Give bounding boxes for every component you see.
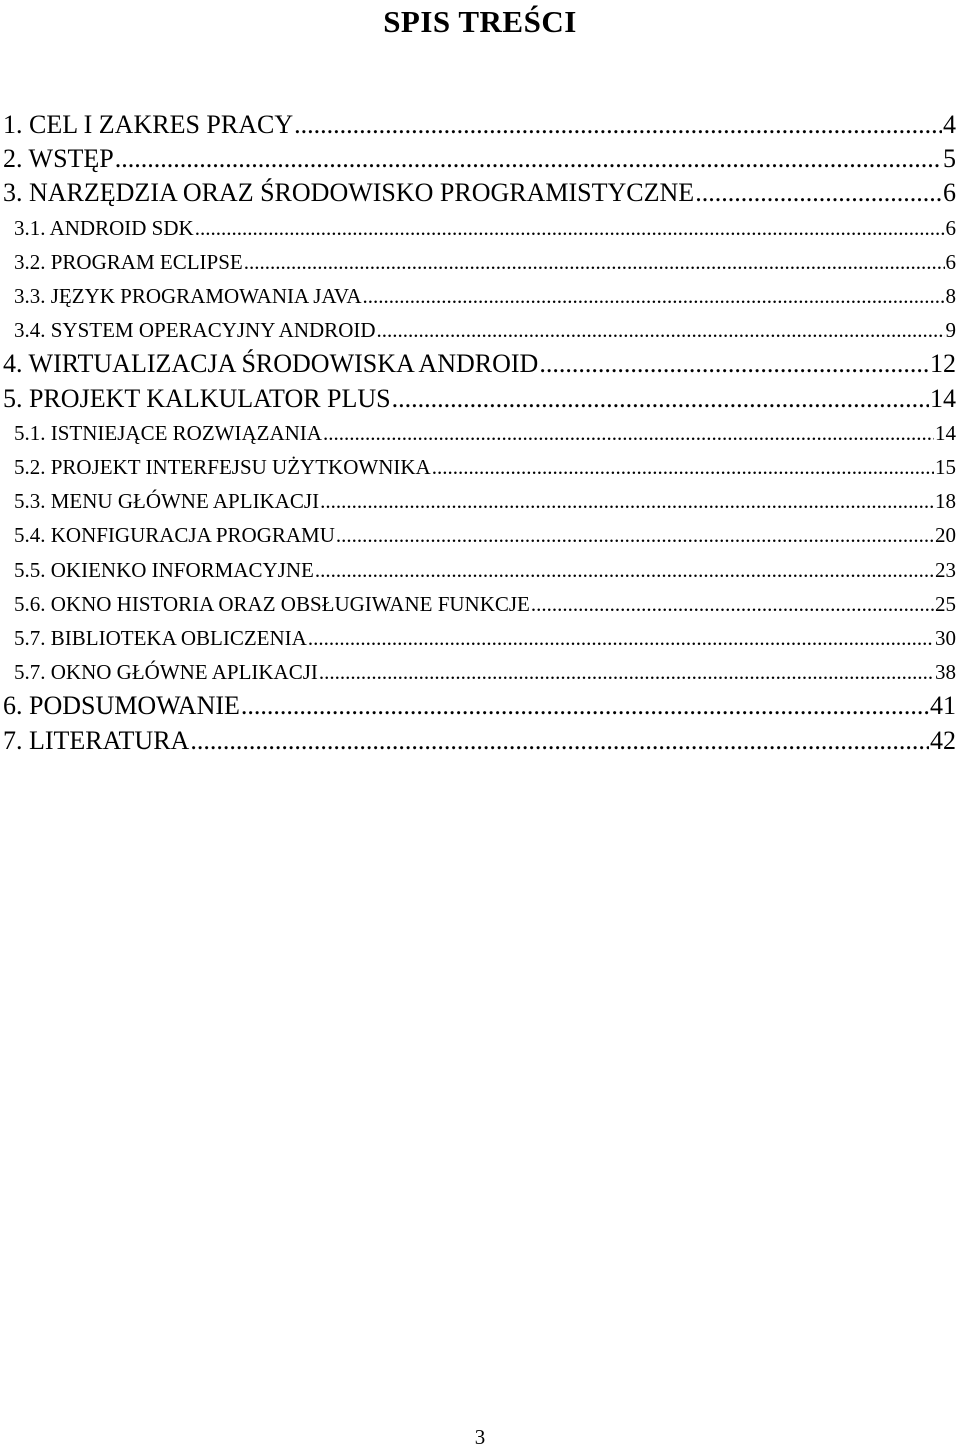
toc-subentry[interactable]	[0, 553, 956, 587]
toc-entry-label: 3.2. PROGRAM ECLIPSE	[14, 249, 243, 274]
page-number: 3	[474, 1425, 486, 1449]
toc-entry[interactable]	[0, 347, 956, 381]
toc-leader-dots	[432, 450, 934, 484]
toc-leader-dots	[320, 484, 934, 518]
toc-subentry[interactable]	[0, 279, 956, 313]
toc-entry[interactable]	[0, 142, 956, 176]
toc-leader-dots	[336, 518, 934, 552]
toc-entry-label: 3.4. SYSTEM OPERACYJNY ANDROID	[14, 318, 376, 343]
toc-entry-page: 8	[945, 284, 956, 309]
toc-leader-dots	[392, 382, 929, 416]
toc-entry-page: 42	[930, 725, 956, 755]
toc-entry-label: 5.6. OKNO HISTORIA ORAZ OBSŁUGIWANE FUNKCJE	[14, 591, 530, 616]
toc-leader-dots	[695, 176, 942, 210]
toc-entry-page: 20	[935, 523, 956, 548]
toc-entry-page: 9	[945, 318, 956, 343]
toc-subentry[interactable]	[0, 621, 956, 655]
toc-subentry[interactable]	[0, 518, 956, 552]
toc-leader-dots	[241, 689, 929, 723]
toc-entry-page: 18	[935, 489, 956, 514]
toc-entry-page: 25	[935, 591, 956, 616]
toc-subentry[interactable]	[0, 416, 956, 450]
toc-entry-page: 4	[943, 110, 956, 139]
toc-subentry[interactable]	[0, 313, 956, 347]
toc-entry-label: 5.7. BIBLIOTEKA OBLICZENIA	[14, 626, 307, 651]
toc-leader-dots	[294, 108, 942, 142]
toc-leader-dots	[539, 347, 929, 381]
toc-entry-page: 6	[945, 249, 956, 274]
toc-entry[interactable]	[0, 724, 956, 758]
toc-subentry[interactable]	[0, 484, 956, 518]
toc-subentry[interactable]	[0, 587, 956, 621]
toc-entry-label: 5. PROJEKT KALKULATOR PLUS	[3, 383, 391, 413]
toc-entry-label: 4. WIRTUALIZACJA ŚRODOWISKA ANDROID	[3, 349, 539, 379]
toc-entry[interactable]	[0, 176, 956, 210]
toc-entry-page: 14	[935, 420, 956, 445]
toc-entry-page: 5	[943, 144, 956, 174]
toc-leader-dots	[319, 655, 934, 689]
toc-entry-page: 14	[930, 383, 956, 413]
toc-entry-label: 2. WSTĘP	[3, 144, 114, 174]
toc-entry-page: 12	[930, 349, 956, 379]
toc-leader-dots	[115, 142, 942, 176]
toc-entry-label: 3.1. ANDROID SDK	[14, 215, 194, 240]
toc-entry-label: 5.4. KONFIGURACJA PROGRAMU	[14, 523, 335, 548]
toc-subentry[interactable]	[0, 211, 956, 245]
page-title: SPIS TREŚCI	[383, 4, 577, 39]
toc-entry-page: 23	[935, 557, 956, 582]
toc-leader-dots	[377, 313, 945, 347]
toc-subentry[interactable]	[0, 450, 956, 484]
toc-leader-dots	[531, 587, 934, 621]
toc-leader-dots	[190, 724, 929, 758]
toc-entry-page: 30	[935, 626, 956, 651]
toc-subentry[interactable]	[0, 245, 956, 279]
toc-entry-label: 5.7. OKNO GŁÓWNE APLIKACJI	[14, 660, 318, 685]
toc-entry-page: 41	[930, 691, 956, 721]
toc-entry[interactable]	[0, 689, 956, 723]
toc-entry-label: 3.3. JĘZYK PROGRAMOWANIA JAVA	[14, 284, 362, 309]
toc-entry[interactable]	[0, 382, 956, 416]
toc-entry-page: 6	[943, 178, 956, 208]
toc-entry-label: 6. PODSUMOWANIE	[3, 691, 240, 721]
toc-entry-page: 6	[945, 215, 956, 240]
toc-entry-label: 7. LITERATURA	[3, 725, 190, 755]
toc-entry[interactable]	[0, 108, 956, 142]
toc-leader-dots	[323, 416, 934, 450]
toc-leader-dots	[315, 553, 934, 587]
toc-entry-label: 3. NARZĘDZIA ORAZ ŚRODOWISKO PROGRAMISTYCZNE	[3, 178, 695, 208]
toc-leader-dots	[244, 245, 945, 279]
toc-leader-dots	[308, 621, 934, 655]
toc-entry-label: 5.3. MENU GŁÓWNE APLIKACJI	[14, 489, 320, 514]
toc-entry-label: 1. CEL I ZAKRES PRACY	[3, 110, 294, 139]
toc-leader-dots	[195, 211, 945, 245]
table-of-contents	[0, 108, 956, 758]
toc-entry-label: 5.1. ISTNIEJĄCE ROZWIĄZANIA	[14, 420, 322, 445]
toc-entry-page: 38	[935, 660, 956, 685]
toc-entry-label: 5.5. OKIENKO INFORMACYJNE	[14, 557, 314, 582]
toc-subentry[interactable]	[0, 655, 956, 689]
toc-leader-dots	[363, 279, 945, 313]
toc-entry-label: 5.2. PROJEKT INTERFEJSU UŻYTKOWNIKA	[14, 455, 431, 480]
toc-entry-page: 15	[935, 455, 956, 480]
